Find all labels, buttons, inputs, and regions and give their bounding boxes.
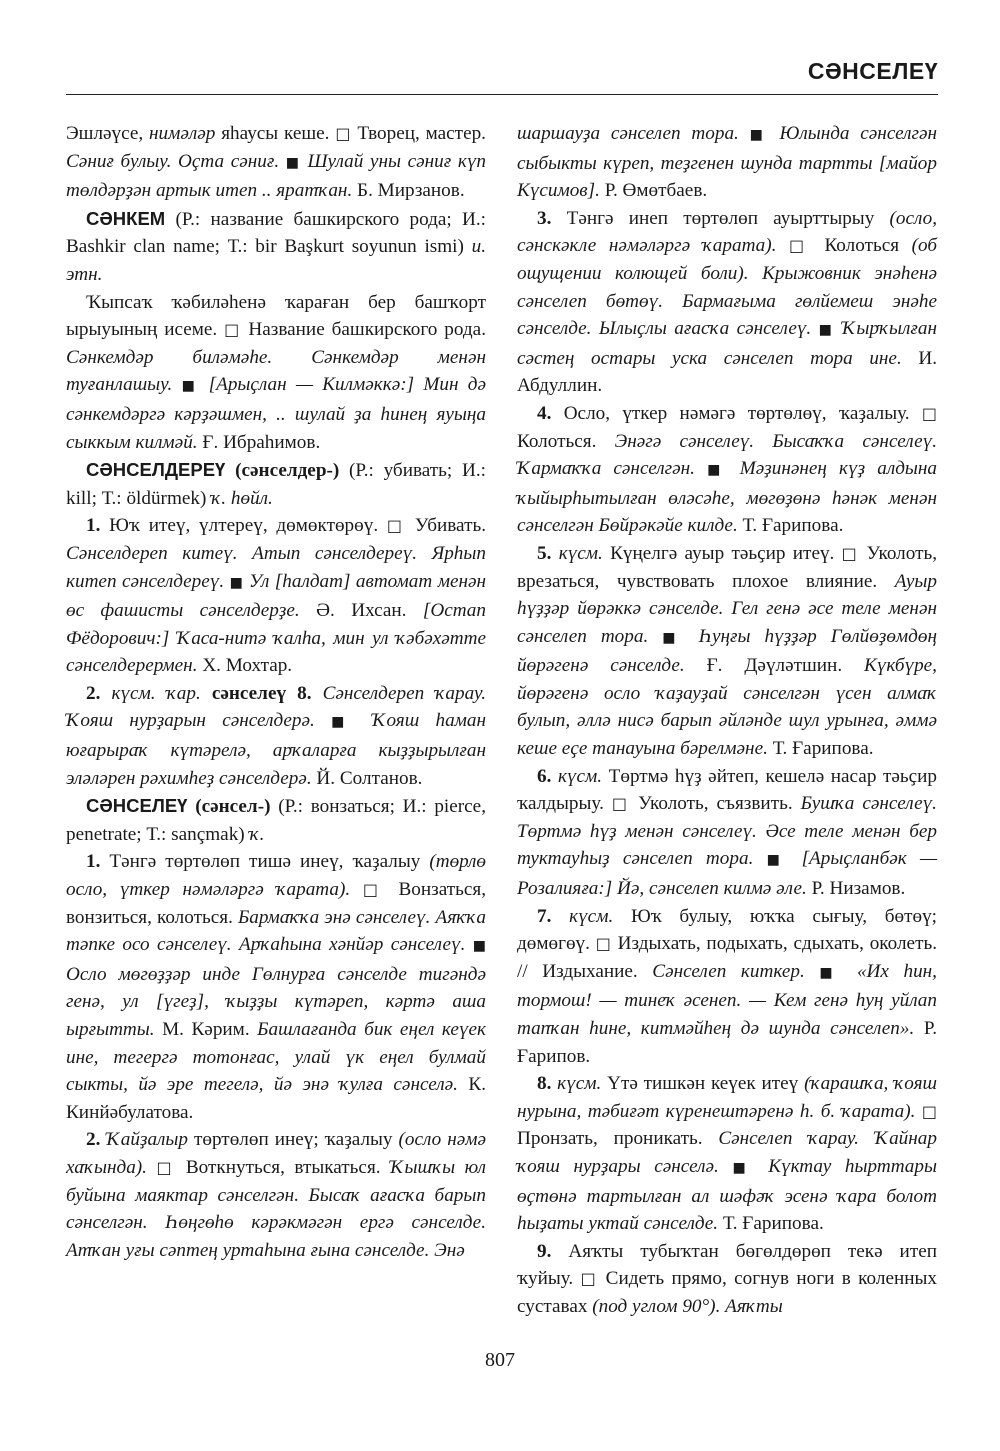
text-run: (осло, сәнскәкле нәмәләргә ҡарата). (517, 207, 937, 257)
text-run: Ә. Ихсан. (299, 600, 423, 622)
right-paragraph (517, 903, 937, 1071)
left-paragraph (66, 456, 486, 512)
right-column (517, 120, 937, 1321)
text-run: Бармаҡҡа энә сәнселеү. Аяҡҡа тәпке осо сәнселеү. Арҡаһына хәнйәр сәнселеү. (66, 906, 486, 956)
translation-marker-icon: □ (580, 1269, 599, 1289)
text-run: Тәнгә инеп төртөлөп ауырттырыу (551, 207, 890, 229)
text-run: Воткнуться, втыкаться. (176, 1156, 391, 1178)
right-paragraph (517, 400, 937, 540)
text-run: Ҡыпсаҡ ҡәбиләһенә ҡараған бер башҡорт ырыуының исеме. (66, 291, 486, 341)
text-run (753, 848, 766, 869)
text-run: Колоться (811, 235, 912, 257)
text-run: К. Кинйәбулатова. (66, 1074, 486, 1123)
text-run: [Арыҫлан — Килмәккә:] Мин дә сәнкемдәргә кәрҙәшмен, .. шулай ҙа һинең яуыңа сыккым килмәй. (66, 374, 487, 453)
text-run: Р. Ғарипов. (517, 1018, 937, 1067)
text-run: Ауыр һүҙҙәр йөрәккә сәнселде. Гел генә әсе теле менән сәнселеп тора. (517, 570, 937, 647)
text-run (685, 626, 699, 647)
left-paragraph (66, 848, 486, 1126)
text-run (315, 710, 331, 731)
text-run: Уколоть, съязвить. (630, 793, 801, 815)
left-column (66, 120, 486, 1264)
text-run (739, 123, 750, 144)
translation-marker-icon: □ (611, 794, 631, 814)
right-paragraph (517, 763, 937, 903)
text-run: Творец, мастер. (351, 123, 486, 144)
translation-marker-icon: □ (362, 880, 386, 900)
text-run (201, 683, 212, 704)
sense-number: 9. (537, 1240, 552, 1262)
text-run: (об ощущении колющей боли). (517, 235, 937, 284)
text-run: и. этн. (66, 236, 486, 285)
text-run (749, 263, 763, 284)
right-paragraph (517, 205, 937, 400)
sense-number: 1. (86, 851, 101, 873)
example-marker-icon: ■ (766, 852, 789, 869)
text-run: Эшләүсе, (66, 123, 150, 144)
text-run: Ҡайҙалыр (106, 1129, 188, 1151)
text-run: Күңелгә ауыр тәьҫир итеү. (602, 542, 842, 564)
sense-number: 2. (86, 1129, 101, 1151)
sense-number: 2. (86, 682, 101, 704)
translation-marker-icon: □ (595, 934, 612, 954)
text-run: (Р.: вонзаться; И.: pierce, penetrate; Т.: sançmak) (66, 796, 486, 845)
text-run: күсм. (557, 765, 603, 787)
example-marker-icon: ■ (285, 154, 301, 171)
translation-marker-icon: □ (386, 516, 407, 536)
text-run: ҡар. (166, 682, 201, 704)
page-number: 807 (485, 1349, 515, 1371)
text-run: Мәҙинәнең күҙ алдына ҡыйырһытылған өләсәһе, мөгөҙөнә һәнәк менән сәнселгән Бөйрәкәйе килде. (517, 458, 938, 537)
left-paragraph (66, 289, 486, 457)
text-run: Сәнкемдәр биләмәһе. Сәнкемдәр менән туғанлашыу. (66, 346, 486, 396)
example-marker-icon: ■ (181, 378, 200, 395)
text-run: Осло, үткер нәмәгә төртөлөү, ҡаҙалыу. (551, 402, 922, 424)
text-run (776, 235, 789, 256)
text-run: Төртмә һүҙ әйтеп, кешелә насар тәьҫир ҡалдырыу. (517, 765, 937, 815)
example-marker-icon: ■ (818, 322, 835, 339)
text-run: Бушҡа сәнселеү. Төртмә һүҙ менән сәнселеү. Әсе теле менән бер туктауһыҙ сәнселеп тора. (517, 793, 937, 870)
text-run: Аяҡты тубыҡтан бөгөлдөрөп текә итеп ҡуйыу. (517, 1240, 937, 1290)
text-run (465, 934, 472, 955)
text-run (805, 961, 820, 982)
text-run: (төрлө осло, үткер нәмәләргә ҡарата). (66, 851, 486, 901)
text-run (172, 374, 181, 395)
left-paragraph (66, 1126, 486, 1264)
text-run: (под углом 90°). (592, 1295, 721, 1317)
right-paragraph (517, 120, 937, 205)
running-header: СӘНСЕЛЕҮ (807, 58, 938, 84)
text-run (356, 710, 372, 731)
text-run: Башлағанда бик еңел кеүек ине, тегергә тотонғас, улай үк еңел булмай сыкты, йә эре тегелә, йә энә ҡулға сәнселә. (66, 1019, 486, 1096)
sense-number: 3. (537, 207, 552, 229)
text-run: Сәнселеп ҡарау. Ҡайнар ҡояш нурҙары сәнселә. (517, 1128, 937, 1177)
text-run: «Их һин, тормош! — тинеҡ әсенеп. — Кем генә һуң уйлап тапҡан һине, китмәйһең дә шунда сәнселеп». (517, 960, 937, 1039)
translation-marker-icon: □ (921, 1101, 937, 1121)
text-run: Уколоть, врезаться, чувствовать плохое влияние. (517, 542, 938, 592)
text-run: Х. Мохтар. (197, 655, 293, 677)
text-run: сәнселеү 8. (211, 682, 312, 704)
text-run: Юҡ итеү, үлтереү, дөмөктөрөү. (100, 515, 387, 537)
text-run: Пронзать, проникать. (517, 1128, 719, 1150)
text-run: (Р.: название башкирского рода; И.: Bashkir clan name; Т.: bir Başkurt soyunun ismi) (66, 208, 486, 258)
text-run: Аяҡты (725, 1295, 783, 1317)
text-run (769, 123, 780, 144)
left-paragraph (66, 512, 486, 680)
text-run: Сәнселеп киткер. (652, 960, 805, 982)
text-run: Ул [һалдат] автомат менән өс фашисты сәнселдерҙе. (66, 570, 487, 622)
text-run: ҡ. (249, 823, 265, 845)
text-run: Осло мөгөҙҙәр инде Гөлнурға сәнселде тигәндә генә, ул [үгеҙ], ҡыҙҙы күтәреп, кәртә аша ырғытты. (66, 963, 486, 1040)
text-run (788, 848, 801, 869)
translation-marker-icon: □ (841, 543, 860, 563)
example-marker-icon: ■ (749, 127, 769, 143)
text-run: Колоться. (517, 430, 615, 452)
text-run (199, 374, 208, 395)
translation-marker-icon: □ (789, 236, 812, 256)
example-marker-icon: ■ (472, 938, 487, 955)
example-marker-icon: ■ (732, 1159, 755, 1176)
text-run: Юлында сәнселгән сыбыкты күреп, теҙгенен шунда тартты [майор Күсимов]. (517, 123, 938, 202)
text-run: Үтә тишкән кеүек итеү (601, 1073, 805, 1095)
translation-marker-icon: □ (335, 124, 352, 143)
text-run: Б. Мирзанов. (352, 180, 465, 202)
right-paragraph (517, 1238, 937, 1321)
text-run: Энәгә сәнселеү. Бысаҡҡа сәнселеү. Ҡармаҡҡа сәнселгән. (517, 430, 937, 480)
text-run (835, 318, 842, 339)
text-run (755, 1156, 769, 1177)
text-run: (ҡарашҡа, ҡояш нурына, тәбиғәт күренештәренә һ. б. ҡарата). (517, 1073, 937, 1122)
sense-number: 1. (86, 515, 101, 537)
left-paragraph (66, 120, 486, 205)
sense-number: 7. (537, 905, 552, 927)
text-run: Издыхать, подыхать, сдыхать, околеть. // Издыхание. (517, 933, 938, 982)
text-run (695, 458, 707, 479)
text-run: Т. Ғарипова. (737, 515, 844, 537)
sense-number: 8. (537, 1073, 552, 1095)
headword: СӘНКЕМ (86, 207, 166, 229)
translation-marker-icon: □ (156, 1157, 177, 1177)
text-run (551, 906, 569, 927)
text-run: Юҡ булыу, юҡҡа сығыу, бөтөү; дөмөгөү. (517, 905, 938, 955)
text-run: Сәнселдереп ҡарау. Ҡояш нурҙарын сәнселдерә. (66, 682, 487, 732)
text-run: Тәнгә төртөлөп тишә инеү, ҡаҙалыу (100, 851, 430, 873)
text-run (279, 151, 286, 172)
text-run: (осло нәмә хаҡында). (66, 1129, 486, 1178)
text-run (728, 458, 740, 479)
header-rule (66, 94, 938, 95)
text-run: ҡ. һөйл. (211, 487, 273, 509)
translation-marker-icon: □ (224, 320, 242, 340)
example-marker-icon: ■ (819, 964, 843, 981)
sense-number: 6. (537, 765, 552, 787)
text-run: күсм. (569, 905, 614, 927)
left-paragraph (66, 205, 486, 289)
translation-marker-icon: □ (921, 403, 937, 423)
sense-number: 5. (537, 542, 552, 564)
text-run (301, 151, 308, 172)
text-run (551, 543, 558, 564)
right-paragraph (517, 540, 937, 763)
text-run: Ғ. Ибраһимов. (197, 431, 321, 453)
text-run: күсм. (111, 682, 156, 704)
text-run: Р. Низамов. (806, 878, 906, 900)
text-run: (сәнсел-) (187, 796, 271, 818)
text-run: Һуңғы һүҙҙәр Гөлйөҙөмдөң йөрәгенә сәнселде. (517, 625, 937, 677)
text-run: Р. Өмөтбаев. (599, 180, 708, 202)
left-paragraph (66, 680, 486, 792)
left-paragraph (66, 792, 486, 848)
text-run (811, 318, 818, 339)
example-marker-icon: ■ (707, 462, 728, 479)
text-run: (сәнселдер-) (225, 460, 340, 482)
text-run: Т. Ғарипова. (718, 1213, 824, 1235)
text-run: Күкбүре, йөрәгенә осло ҡаҙауҙай сәнселгән үсен алмаҡ булып, әллә нисә барып әйләнде шул урынға, әммә кеше еҫе танауына бәрелмәне. (517, 655, 937, 760)
text-run: Күктау һырттары өҫтөнә тартылған ал шәфәҡ эсенә ҡара болот һыҙаты уктай сәнселде. (517, 1155, 937, 1235)
text-run (842, 961, 857, 982)
text-run: М. Кәрим. (154, 1019, 258, 1040)
text-run: шаршауҙа сәнселеп тора. (517, 123, 739, 144)
text-run: нимәләр (149, 123, 216, 144)
text-run (719, 1156, 733, 1177)
text-run (100, 683, 111, 704)
text-run: Ҡояш һаман юғарыраҡ күтәрелә, арҡаларға кыҙҙырылған эләләрен рәхимһеҙ сәнселдерә. (66, 710, 487, 789)
text-run (648, 626, 662, 647)
example-marker-icon: ■ (662, 629, 685, 646)
text-run: Ғ. Дәүләтшин. (684, 655, 864, 677)
text-run: Вонзаться, вонзиться, колоться. (66, 879, 486, 928)
text-run: күсм. (557, 1073, 602, 1095)
text-run (350, 879, 363, 900)
text-run: И. Абдуллин. (517, 347, 937, 397)
text-run (312, 683, 323, 704)
text-run (147, 1157, 157, 1178)
text-run: Крыжовник энәһенә сәнселеп бөтөү. Бармағыма гөлйемеш энәһе сәнселде. Ылыҫлы ағасҡа сәнселеү. (517, 262, 937, 340)
text-run: Сәниғ булыу. Оҫта сәниғ. (66, 150, 280, 172)
headword: СӘНСЕЛЕҮ (86, 795, 188, 817)
text-run: (Р.: убивать; И.: kill; Т.: öldürmek) (66, 460, 487, 509)
text-run: Ҡырҡылған сәстең остары уска сәнселеп тора ине. (517, 318, 938, 369)
sense-number: 4. (537, 402, 552, 424)
text-run: [Арыҫланбәк — Розалияға:] Йә, сәнселеп килмә әле. (517, 848, 938, 900)
right-paragraph (517, 1070, 937, 1238)
text-run: күсм. (558, 542, 603, 564)
text-run: Сидеть прямо, согнув ноги в коленных суставах (517, 1268, 937, 1317)
text-run: яһаусы кеше. (215, 123, 336, 144)
text-run: төртөлөп инеү; ҡаҙалыу (188, 1129, 399, 1151)
text-run: Ҡышҡы юл буйына маяктар сәнселгән. Бысаҡ ағасҡа барып сәнселгән. Һөңгөһө кәрәкмәгән ергә сәнселде. Атҡан уғы сәптең уртаһына ғына сәнселде. Энә (66, 1156, 487, 1261)
example-marker-icon: ■ (229, 574, 244, 591)
text-run (156, 683, 167, 704)
example-marker-icon: ■ (331, 714, 356, 731)
text-run: Шулай уны сәниғ күп төлдәрҙән артык итеп .. яратҡан. (66, 150, 487, 202)
text-run: Т. Ғарипова. (767, 738, 874, 760)
text-run: Сәнселдереп китеү. Атып сәнселдереү. Ярһып китеп сәнселдереү. (66, 542, 486, 592)
text-run: Убивать. (406, 515, 487, 537)
text-run: Название башкирского рода. (241, 319, 486, 341)
text-run: [Остап Фёдорович:] Ҡаса-нитә ҡалһа, мин ул ҡәбәхәтте сәнселдерермен. (66, 600, 486, 677)
text-run: Й. Солтанов. (311, 767, 423, 789)
headword: СӘНСЕЛДЕРЕҮ (86, 459, 226, 481)
